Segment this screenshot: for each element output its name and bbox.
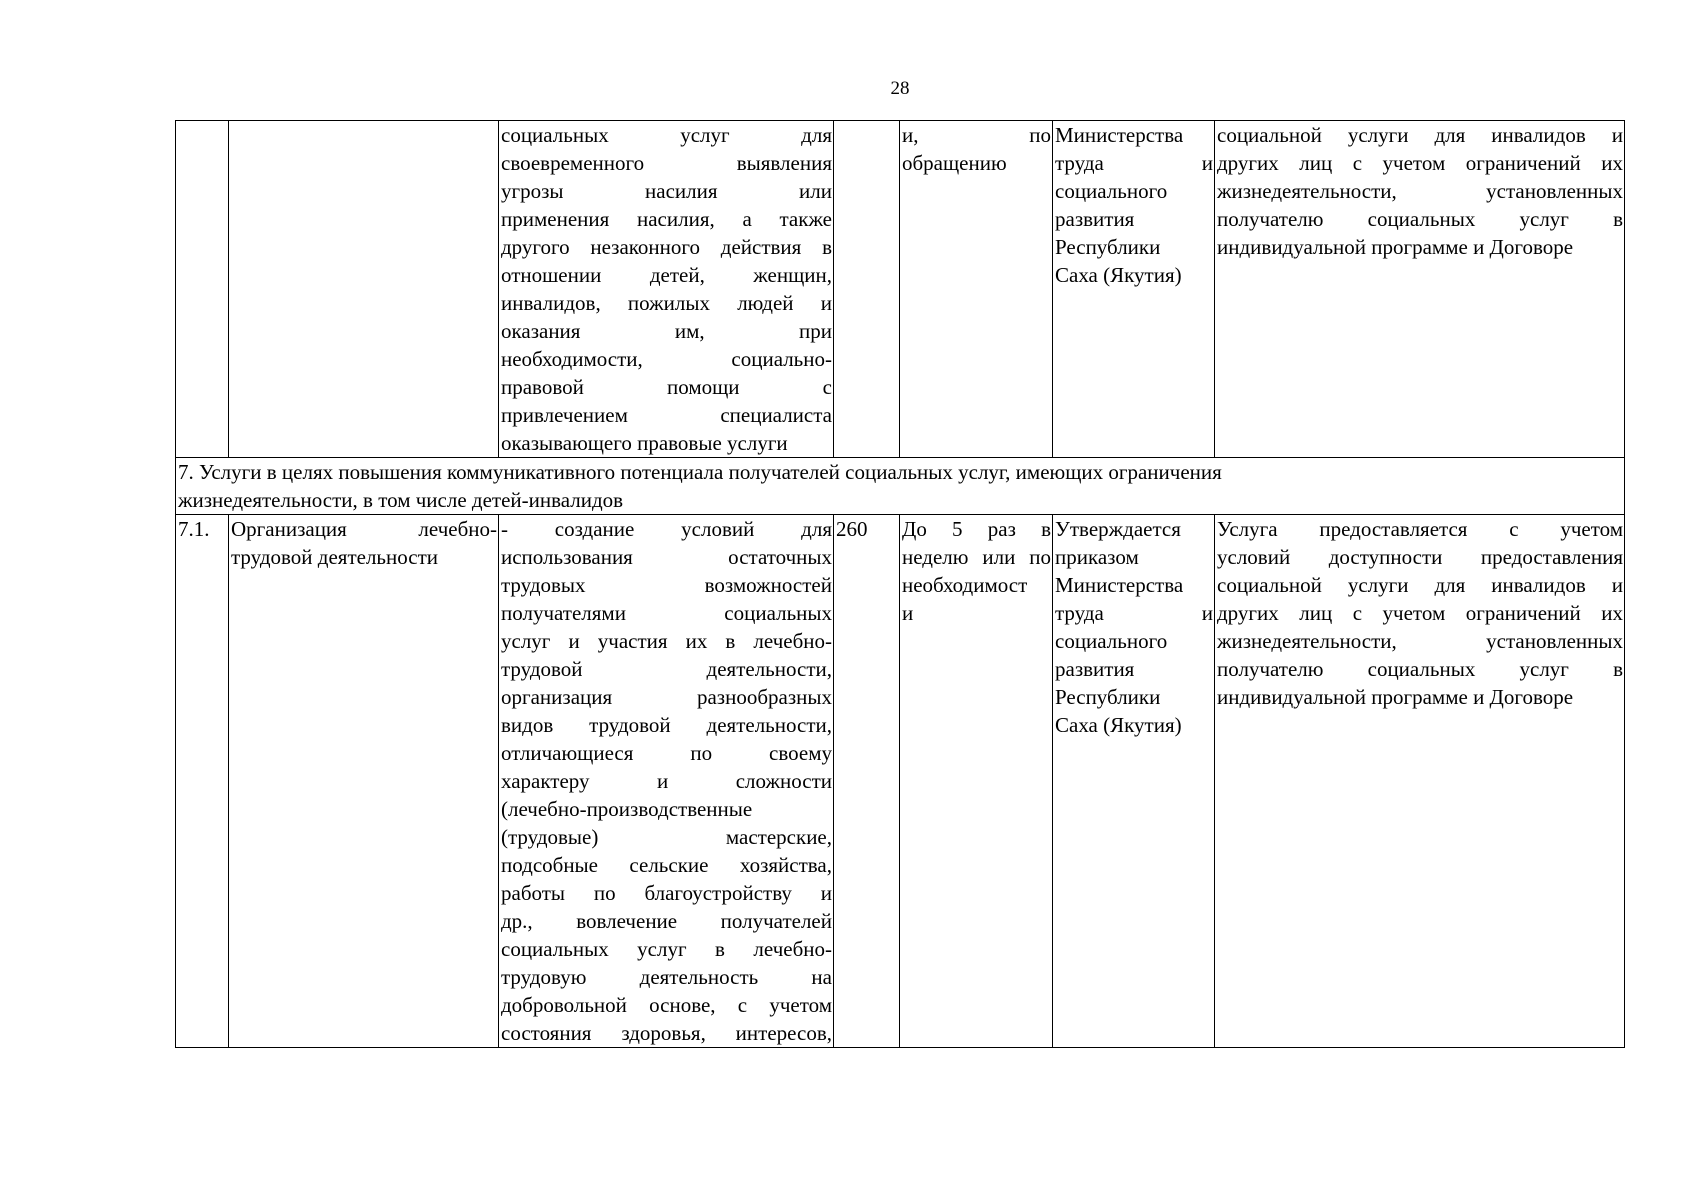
cell-text-line: Республики xyxy=(1055,685,1161,709)
cell-tariff xyxy=(834,121,900,458)
cell-text-line: развития xyxy=(1055,657,1135,681)
table-row-item-7-1 xyxy=(176,515,1625,1048)
cell-frequency xyxy=(900,515,1053,1048)
cell-text-line: неделю или по xyxy=(902,545,1051,569)
cell-text-line: социальных услуг для xyxy=(501,123,832,147)
cell-text-line: (трудовые) мастерские, xyxy=(501,825,832,849)
cell-text-line: оказания им, при xyxy=(501,319,832,343)
cell-text-line: условий доступности предоставления xyxy=(1217,545,1623,569)
cell-text-line: приказом xyxy=(1055,545,1139,569)
cell-text-line: других лиц с учетом ограничений их xyxy=(1217,151,1623,175)
cell-text-line: социального xyxy=(1055,629,1168,653)
cell-text-line: организация разнообразных xyxy=(501,685,832,709)
section-heading xyxy=(176,458,1625,515)
cell-text-line: социальной услуги для инвалидов и xyxy=(1217,573,1623,597)
cell-text-line: работы по благоустройству и xyxy=(501,881,832,905)
cell-text-line: индивидуальной программе и Договоре xyxy=(1217,685,1574,709)
cell-text-line: необходимост xyxy=(902,573,1028,597)
cell-text-line: необходимости, социально- xyxy=(501,347,832,371)
cell-number xyxy=(176,121,229,458)
cell-text-line: др., вовлечение получателей xyxy=(501,909,832,933)
cell-text-line: труда и xyxy=(1055,151,1213,175)
cell-standard xyxy=(1053,515,1215,1048)
cell-text-line: своевременного выявления xyxy=(501,151,832,175)
cell-service-name xyxy=(229,515,499,1048)
cell-text-line: оказывающего правовые услуги xyxy=(501,431,788,455)
section-heading-line-2: жизнедеятельности, в том числе детей-инвалидов xyxy=(178,488,624,512)
cell-text-line: угрозы насилия или xyxy=(501,179,832,203)
cell-service-name xyxy=(229,121,499,458)
cell-number: 7.1. xyxy=(176,515,229,1048)
cell-frequency xyxy=(900,121,1053,458)
cell-text-line: использования остаточных xyxy=(501,545,832,569)
cell-text-line: трудовую деятельность на xyxy=(501,965,832,989)
cell-text-line: развития xyxy=(1055,207,1135,231)
cell-text-line: трудовой деятельности, xyxy=(501,657,832,681)
table-row-section-header xyxy=(176,458,1625,515)
cell-text-line: Организация лечебно- xyxy=(231,517,497,541)
cell-text-line: Республики xyxy=(1055,235,1161,259)
cell-text-line: трудовой деятельности xyxy=(231,545,438,569)
cell-text-line: Министерства xyxy=(1055,123,1184,147)
cell-text-line: подсобные сельские хозяйства, xyxy=(501,853,832,877)
cell-text-line: получателю социальных услуг в xyxy=(1217,207,1623,231)
cell-text-line: социальной услуги для инвалидов и xyxy=(1217,123,1623,147)
cell-text-line: обращению xyxy=(902,151,1007,175)
cell-text-line: индивидуальной программе и Договоре xyxy=(1217,235,1574,259)
cell-text-line: жизнедеятельности, установленных xyxy=(1217,629,1623,653)
cell-text-line: других лиц с учетом ограничений их xyxy=(1217,601,1623,625)
cell-tariff: 260 xyxy=(834,515,900,1048)
cell-text-line: характеру и сложности xyxy=(501,769,832,793)
cell-conditions xyxy=(1215,515,1625,1048)
cell-conditions xyxy=(1215,121,1625,458)
cell-text-line: трудовых возможностей xyxy=(501,573,832,597)
cell-description xyxy=(499,121,834,458)
cell-text-line: социальных услуг в лечебно- xyxy=(501,937,832,961)
cell-text-line: Саха (Якутия) xyxy=(1055,263,1182,287)
cell-text-line: правовой помощи с xyxy=(501,375,832,399)
cell-text-line: Министерства xyxy=(1055,573,1184,597)
cell-text-line: и, по xyxy=(902,123,1051,147)
cell-text-line: получателю социальных услуг в xyxy=(1217,657,1623,681)
section-heading-line-1: 7. Услуги в целях повышения коммуникативного потенциала получателей социальных услуг, имеющих ограничения xyxy=(178,460,1222,484)
cell-text-line: - создание условий для xyxy=(501,517,832,541)
cell-description xyxy=(499,515,834,1048)
cell-text-line: привлечением специалиста xyxy=(501,403,832,427)
services-table xyxy=(175,120,1625,1048)
cell-text-line: применения насилия, а также xyxy=(501,207,832,231)
cell-text-line: труда и xyxy=(1055,601,1213,625)
cell-text-line: другого незаконного действия в xyxy=(501,235,832,259)
cell-text-line: Услуга предоставляется с учетом xyxy=(1217,517,1623,541)
cell-text-line: жизнедеятельности, установленных xyxy=(1217,179,1623,203)
cell-standard xyxy=(1053,121,1215,458)
page-number: 28 xyxy=(890,78,910,99)
cell-text-line: и xyxy=(902,601,914,625)
cell-text-line: Утверждается xyxy=(1055,517,1181,541)
cell-text-line: добровольной основе, с учетом xyxy=(501,993,832,1017)
cell-text-line: (лечебно-производственные xyxy=(501,797,753,821)
cell-text-line: получателями социальных xyxy=(501,601,832,625)
cell-text-line: социального xyxy=(1055,179,1168,203)
cell-text-line: отношении детей, женщин, xyxy=(501,263,832,287)
table-row-continuation xyxy=(176,121,1625,458)
cell-text-line: До 5 раз в xyxy=(902,517,1051,541)
cell-text-line: инвалидов, пожилых людей и xyxy=(501,291,832,315)
cell-text-line: отличающиеся по своему xyxy=(501,741,832,765)
cell-text-line: услуг и участия их в лечебно- xyxy=(501,629,832,653)
cell-text-line: Саха (Якутия) xyxy=(1055,713,1182,737)
cell-text-line: видов трудовой деятельности, xyxy=(501,713,832,737)
cell-text-line: состояния здоровья, интересов, xyxy=(501,1021,832,1045)
